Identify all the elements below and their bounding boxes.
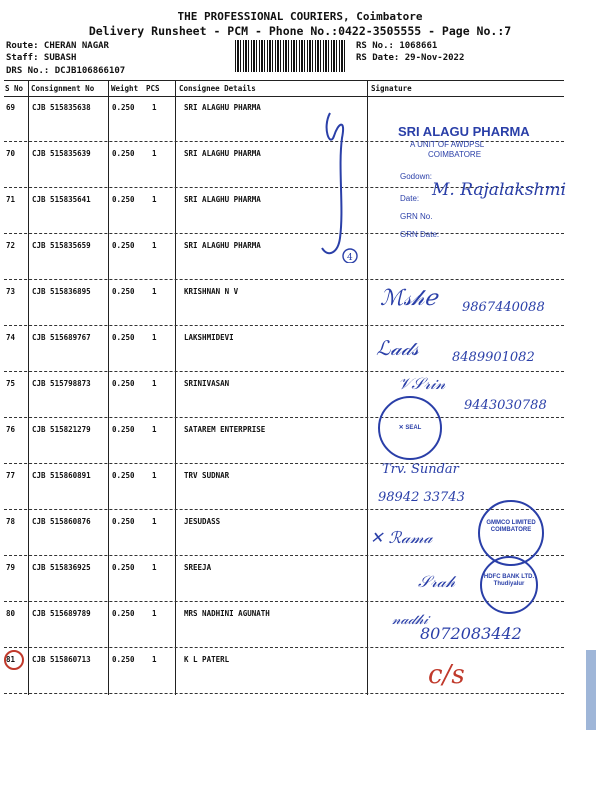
row-sno: 69 <box>6 103 16 112</box>
pharma-stamp-grn-date: GRN Date: <box>400 230 440 239</box>
col-header-sno: S No <box>5 84 24 93</box>
bank-stamp-city: Thudiyalur <box>493 581 525 588</box>
row-pcs: 1 <box>152 563 157 572</box>
pharma-stamp-date: Date: <box>400 194 420 203</box>
row-consignee: SRI ALAGHU PHARMA <box>184 241 261 250</box>
row-pcs: 1 <box>152 655 157 664</box>
phone-80: 8072083442 <box>420 624 522 643</box>
row-consignee: KRISHNAN N V <box>184 287 239 296</box>
company-title: THE PROFESSIONAL COURIERS, Coimbatore <box>177 10 423 23</box>
col-header-consignment: Consignment No <box>31 84 95 93</box>
route: Route: CHERAN NAGAR <box>6 41 109 51</box>
row-sno: 70 <box>6 149 16 158</box>
row-sno: 74 <box>6 333 16 342</box>
row-consignee: TRV SUDNAR <box>184 471 230 480</box>
phone-74: 8489901082 <box>452 350 535 365</box>
row-divider <box>4 325 564 326</box>
row-divider <box>4 233 564 234</box>
pharma-stamp-city: COIMBATORE <box>428 150 482 159</box>
row-consignee: SRI ALAGHU PHARMA <box>184 149 261 158</box>
row-consignee: SRI ALAGHU PHARMA <box>184 195 261 204</box>
row-consignee: SRINIVASAN <box>184 379 230 388</box>
row-weight: 0.250 <box>112 149 135 158</box>
signature-79: 𝒮𝓇𝒶𝒽 <box>418 572 456 591</box>
signature-80: 𝓃𝒶𝒹𝒽𝒾 <box>392 612 428 628</box>
row-sno: 73 <box>6 287 16 296</box>
phone-77: 98942 33743 <box>378 490 465 505</box>
sno-81-circle-mark <box>4 650 24 670</box>
row-pcs: 1 <box>152 149 157 158</box>
row-consignment: CJB 515836925 <box>32 563 91 572</box>
signature-74: ℒ𝒶𝒹𝓈 <box>376 336 419 360</box>
staff: Staff: SUBASH <box>6 53 77 63</box>
row-consignment: CJB 515689767 <box>32 333 91 342</box>
row-sno: 80 <box>6 609 16 618</box>
phone-73: 9867440088 <box>462 300 545 315</box>
rs-date: RS Date: 29-Nov-2022 <box>356 53 465 63</box>
runsheet-subtitle: Delivery Runsheet - PCM - Phone No.:0422-3505555 - Page No.:7 <box>88 24 512 38</box>
row-pcs: 1 <box>152 241 157 250</box>
row-consignee: LAKSHMIDEVI <box>184 333 234 342</box>
row-pcs: 1 <box>152 379 157 388</box>
bracket-mark <box>318 108 358 263</box>
row-weight: 0.250 <box>112 517 135 526</box>
pharma-stamp-godown: Godown: <box>400 172 433 181</box>
company-seal-76: ✕ SEAL <box>378 396 442 460</box>
row-sno: 75 <box>6 379 16 388</box>
row-weight: 0.250 <box>112 287 135 296</box>
row-weight: 0.250 <box>112 333 135 342</box>
gmmco-stamp-name: GMMCO LIMITED <box>486 520 536 526</box>
row-consignment: CJB 515835639 <box>32 149 91 158</box>
row-consignee: JESUDASS <box>184 517 221 526</box>
row-divider <box>4 463 564 464</box>
row-consignment: CJB 515689789 <box>32 609 91 618</box>
bank-stamp-name: HDFC BANK LTD. <box>483 574 535 580</box>
row-pcs: 1 <box>152 103 157 112</box>
row-consignee: SRI ALAGHU PHARMA <box>184 103 261 112</box>
row-sno: 77 <box>6 471 16 480</box>
row-pcs: 1 <box>152 195 157 204</box>
col-header-consignee: Consignee Details <box>179 84 256 93</box>
row-divider <box>4 371 564 372</box>
note-81: c/s <box>428 660 465 690</box>
row-pcs: 1 <box>152 609 157 618</box>
row-divider <box>4 647 564 648</box>
row-weight: 0.250 <box>112 609 135 618</box>
row-divider <box>4 417 564 418</box>
gmmco-stamp-city: COIMBATORE <box>490 527 532 534</box>
col-divider <box>367 80 368 695</box>
row-consignment: CJB 515798873 <box>32 379 91 388</box>
pharma-stamp-name: SRI ALAGU PHARMA <box>398 124 530 139</box>
barcode <box>235 40 347 72</box>
row-weight: 0.250 <box>112 425 135 434</box>
signature-73: ℳ𝓈𝒽ℯ <box>380 286 438 311</box>
row-sno: 79 <box>6 563 16 572</box>
row-divider <box>4 509 564 510</box>
row-weight: 0.250 <box>112 241 135 250</box>
bracket-mark-icon <box>318 108 358 263</box>
row-weight: 0.250 <box>112 655 135 664</box>
row-weight: 0.250 <box>112 195 135 204</box>
row-consignee: MRS NADHINI AGUNATH <box>184 609 270 618</box>
row-sno: 81 <box>6 655 16 664</box>
row-consignment: CJB 515860876 <box>32 517 91 526</box>
row-consignment: CJB 515821279 <box>32 425 91 434</box>
row-divider <box>4 279 564 280</box>
row-weight: 0.250 <box>112 103 135 112</box>
row-consignment: CJB 515835641 <box>32 195 91 204</box>
row-sno: 72 <box>6 241 16 250</box>
drs-number: DRS No.: DCJB106866107 <box>6 66 126 76</box>
row-consignee: SATAREM ENTERPRISE <box>184 425 266 434</box>
signature-78: ✕ ℛ𝒶𝓂𝒶 <box>370 528 433 547</box>
svg-text:4: 4 <box>347 253 353 263</box>
col-divider <box>175 80 176 695</box>
row-weight: 0.250 <box>112 563 135 572</box>
col-header-signature: Signature <box>371 84 412 93</box>
row-divider <box>4 693 564 694</box>
row-consignee: K L PATERL <box>184 655 230 664</box>
col-divider <box>28 80 29 695</box>
signature-75: 𝒱𝒮𝓇𝒾𝓃 <box>398 374 446 393</box>
row-sno: 78 <box>6 517 16 526</box>
row-pcs: 1 <box>152 471 157 480</box>
row-consignment: CJB 515835638 <box>32 103 91 112</box>
row-sno: 71 <box>6 195 16 204</box>
name-77: Trv. Sundar <box>382 462 459 477</box>
row-weight: 0.250 <box>112 379 135 388</box>
row-pcs: 1 <box>152 287 157 296</box>
col-divider <box>108 80 109 695</box>
pharma-stamp-unit: A UNIT OF AWDPSL <box>410 140 485 149</box>
pharma-date-signature: M. Rajalakshmi <box>432 180 567 200</box>
col-header-weight: Weight <box>111 84 139 93</box>
bank-stamp <box>480 556 538 614</box>
row-consignee: SREEJA <box>184 563 212 572</box>
row-pcs: 1 <box>152 517 157 526</box>
phone-75: 9443030788 <box>464 398 547 413</box>
row-sno: 76 <box>6 425 16 434</box>
rs-number: RS No.: 1068661 <box>356 41 438 51</box>
row-consignment: CJB 515860891 <box>32 471 91 480</box>
row-pcs: 1 <box>152 333 157 342</box>
row-consignment: CJB 515835659 <box>32 241 91 250</box>
edge-tab <box>586 650 596 730</box>
pharma-stamp-grn-no: GRN No. <box>400 212 433 221</box>
header-bottom-border <box>4 96 564 97</box>
row-pcs: 1 <box>152 425 157 434</box>
row-divider <box>4 555 564 556</box>
col-header-pcs: PCS <box>146 84 160 93</box>
row-consignment: CJB 515836895 <box>32 287 91 296</box>
row-consignment: CJB 515860713 <box>32 655 91 664</box>
table-top-border <box>4 80 564 81</box>
row-weight: 0.250 <box>112 471 135 480</box>
row-divider <box>4 601 564 602</box>
